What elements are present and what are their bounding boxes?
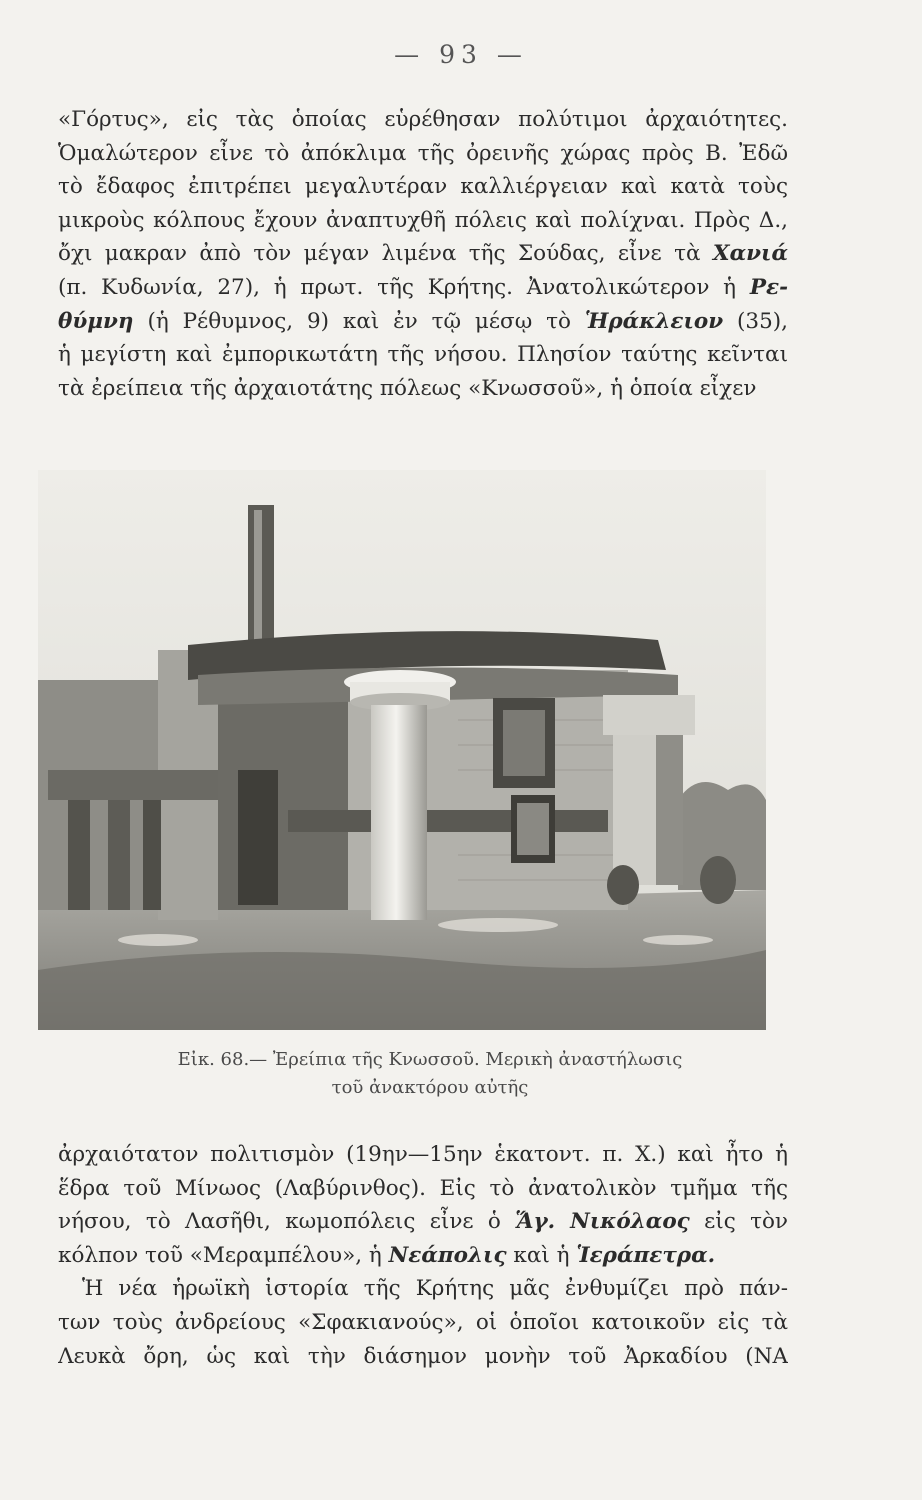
text-line [58, 1205, 788, 1239]
text-run: νήσου, τὸ Λασῆθι, κωμοπόλεις εἶνε ὁ [58, 1209, 501, 1235]
paragraph-top [58, 103, 788, 405]
knossos-photo [38, 470, 766, 1030]
text-line: Ἡ νέα ἡρωϊκὴ ἱστορία τῆς Κρήτης μᾶς ἐνθυμίζει πρὸ πάν- [82, 1276, 788, 1302]
text-line: Λευκὰ ὄρη, ὡς καὶ τὴν διάσημον μονὴν τοῦ Ἀρκαδίου (ΝΑ [58, 1343, 788, 1369]
text-line: ἡ μεγίστη καὶ ἐμπορικωτάτη τῆς νήσου. Πλησίον ταύτης κεῖνται [58, 342, 788, 368]
place-name-rethymno-end: θύμνη [58, 308, 134, 334]
place-name-ierapetra: Ἱεράπετρα. [576, 1242, 716, 1268]
text-run: (35), [737, 308, 788, 334]
text-run: (ἡ Ρέθυμνος, 9) καὶ ἐν τῷ μέσῳ τὸ [147, 308, 571, 334]
text-line: τὰ ἐρείπεια τῆς ἀρχαιοτάτης πόλεως «Κνωσσοῦ», ἡ ὁποία εἶχεν [58, 375, 757, 401]
place-name-agios-nikolaos: Ἅγ. Νικόλαος [515, 1209, 690, 1235]
text-line [58, 1239, 788, 1273]
place-name-heraklion: Ἡράκλειον [584, 308, 724, 334]
text-line [58, 271, 788, 305]
place-name-chania: Χανιά [712, 241, 788, 267]
text-line: μικροὺς κόλπους ἔχουν ἀναπτυχθῆ πόλεις καὶ πολίχναι. Πρὸς Δ., [58, 207, 788, 233]
text-line [58, 305, 788, 339]
paragraph-bottom [58, 1138, 788, 1373]
place-name-neapolis: Νεάπολις [388, 1242, 507, 1268]
text-line: ἕδρα τοῦ Μίνωος (Λαβύρινθος). Εἰς τὸ ἀνατολικὸν τμῆμα τῆς [58, 1175, 788, 1201]
text-run: εἰς τὸν [704, 1209, 788, 1235]
text-line: τὸ ἔδαφος ἐπιτρέπει μεγαλυτέραν καλλιέργειαν καὶ κατὰ τοὺς [58, 174, 788, 200]
text-line: ἀρχαιότατον πολιτισμὸν (19ην—15ην ἑκατοντ. π. Χ.) καὶ ἦτο ἡ [58, 1142, 788, 1167]
text-line: των τοὺς ἀνδρείους «Σφακιανούς», οἱ ὁποῖοι κατοικοῦν εἰς τὰ [58, 1309, 788, 1335]
text-line [58, 237, 788, 271]
text-line: Ὁμαλώτερον εἶνε τὸ ἀπόκλιμα τῆς ὀρεινῆς χώρας πρὸς Β. Ἐδῶ [58, 140, 788, 166]
figure-caption-line2: τοῦ ἀνακτόρου αὐτῆς [331, 1077, 529, 1098]
text-run: (π. Κυδωνία, 27), ἡ πρωτ. τῆς Κρήτης. Ἀνατολικώτερον ἡ [58, 274, 737, 300]
text-line: «Γόρτυς», εἰς τὰς ὁποίας εὑρέθησαν πολύτιμοι ἀρχαιότητες. [58, 107, 788, 132]
page-number: — 93 — [394, 40, 528, 69]
text-run: καὶ ἡ [513, 1242, 570, 1268]
place-name-rethymno-part: Ρε- [749, 274, 788, 300]
figure-caption: Εἰκ. 68.— Ἐρείπια τῆς Κνωσσοῦ. Μερικὴ ἀναστήλωσις [177, 1049, 683, 1070]
text-run: ὄχι μακραν ἀπὸ τὸν μέγαν λιμένα τῆς Σούδας, εἶνε τὰ [58, 241, 701, 267]
text-run: κόλπον τοῦ «Μεραμπέλου», ἡ [58, 1242, 382, 1268]
